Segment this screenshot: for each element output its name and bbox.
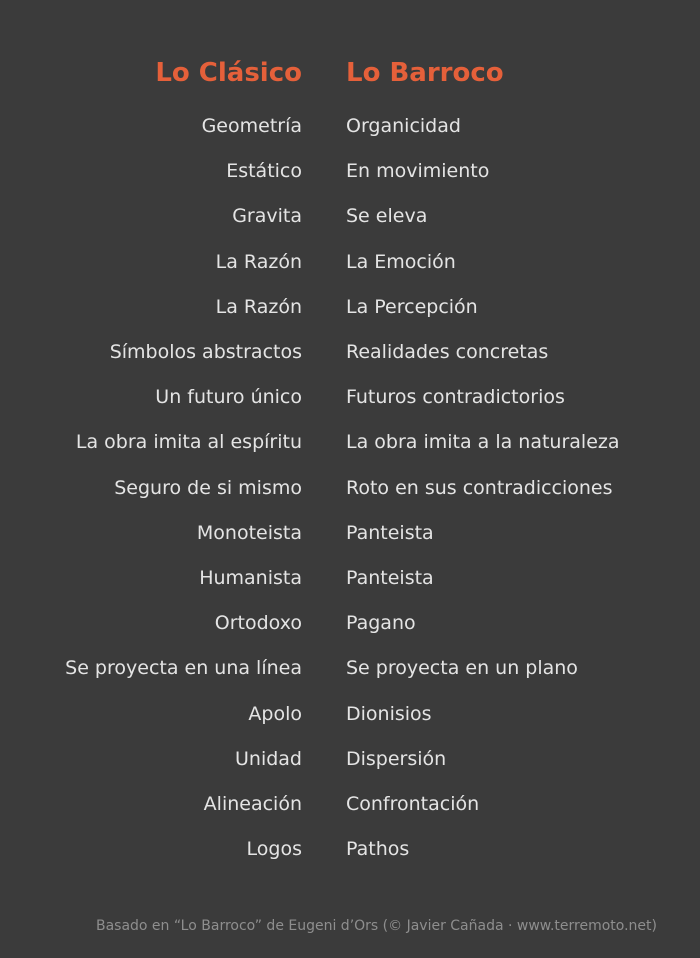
table-row bbox=[0, 608, 700, 638]
barroco-cell: Dispersión bbox=[346, 747, 447, 770]
barroco-cell: Confrontación bbox=[346, 793, 480, 815]
clasico-cell: Alineación bbox=[203, 793, 302, 815]
table-row bbox=[0, 337, 700, 367]
barroco-cell: Pathos bbox=[346, 838, 410, 861]
clasico-cell: La Razón bbox=[215, 250, 302, 273]
clasico-cell: Se proyecta en una línea bbox=[65, 657, 302, 680]
table-row bbox=[0, 201, 700, 231]
barroco-cell: Se eleva bbox=[346, 205, 428, 228]
table-row bbox=[0, 699, 700, 729]
column-headers bbox=[0, 55, 700, 95]
clasico-cell: Geometría bbox=[201, 115, 302, 137]
clasico-cell: Apolo bbox=[248, 702, 302, 725]
barroco-cell: Panteista bbox=[346, 521, 434, 544]
table-row bbox=[0, 563, 700, 593]
barroco-cell: Futuros contradictorios bbox=[346, 386, 565, 409]
attribution-footer: Basado en “Lo Barroco” de Eugeni d’Ors (© Javier Cañada · www.terremoto.net) bbox=[95, 918, 657, 934]
clasico-cell: Monoteista bbox=[196, 521, 302, 544]
header-lo-clasico: Lo Clásico bbox=[155, 58, 302, 88]
table-row bbox=[0, 427, 700, 457]
clasico-cell: Gravita bbox=[232, 205, 302, 228]
barroco-cell: La Percepción bbox=[346, 295, 478, 318]
barroco-cell: Roto en sus contradicciones bbox=[346, 476, 613, 499]
barroco-cell: Dionisios bbox=[346, 702, 432, 725]
table-row bbox=[0, 292, 700, 322]
header-lo-barroco: Lo Barroco bbox=[346, 58, 504, 88]
barroco-cell: La obra imita a la naturaleza bbox=[346, 431, 620, 454]
comparison-table bbox=[0, 111, 700, 881]
barroco-cell: Panteista bbox=[346, 567, 434, 589]
clasico-cell: Unidad bbox=[235, 747, 302, 770]
barroco-cell: Organicidad bbox=[346, 115, 461, 137]
barroco-cell: La Emoción bbox=[346, 250, 456, 273]
barroco-cell: Pagano bbox=[346, 612, 416, 635]
clasico-cell: Un futuro único bbox=[155, 386, 302, 409]
clasico-cell: La Razón bbox=[215, 295, 302, 318]
barroco-cell: Se proyecta en un plano bbox=[346, 657, 578, 680]
clasico-cell: Estático bbox=[226, 160, 302, 183]
clasico-cell: Humanista bbox=[199, 567, 302, 589]
clasico-cell: Seguro de si mismo bbox=[114, 476, 302, 499]
table-row bbox=[0, 789, 700, 819]
table-row bbox=[0, 653, 700, 683]
table-row bbox=[0, 473, 700, 503]
clasico-cell: Logos bbox=[246, 838, 302, 861]
table-row bbox=[0, 744, 700, 774]
table-row bbox=[0, 834, 700, 864]
table-row bbox=[0, 111, 700, 141]
barroco-cell: Realidades concretas bbox=[346, 341, 549, 363]
clasico-cell: Ortodoxo bbox=[214, 612, 302, 635]
table-row bbox=[0, 518, 700, 548]
clasico-cell: La obra imita al espíritu bbox=[75, 431, 302, 454]
clasico-cell: Símbolos abstractos bbox=[109, 341, 302, 363]
table-row bbox=[0, 156, 700, 186]
table-row bbox=[0, 382, 700, 412]
barroco-cell: En movimiento bbox=[346, 160, 490, 183]
table-row bbox=[0, 247, 700, 277]
